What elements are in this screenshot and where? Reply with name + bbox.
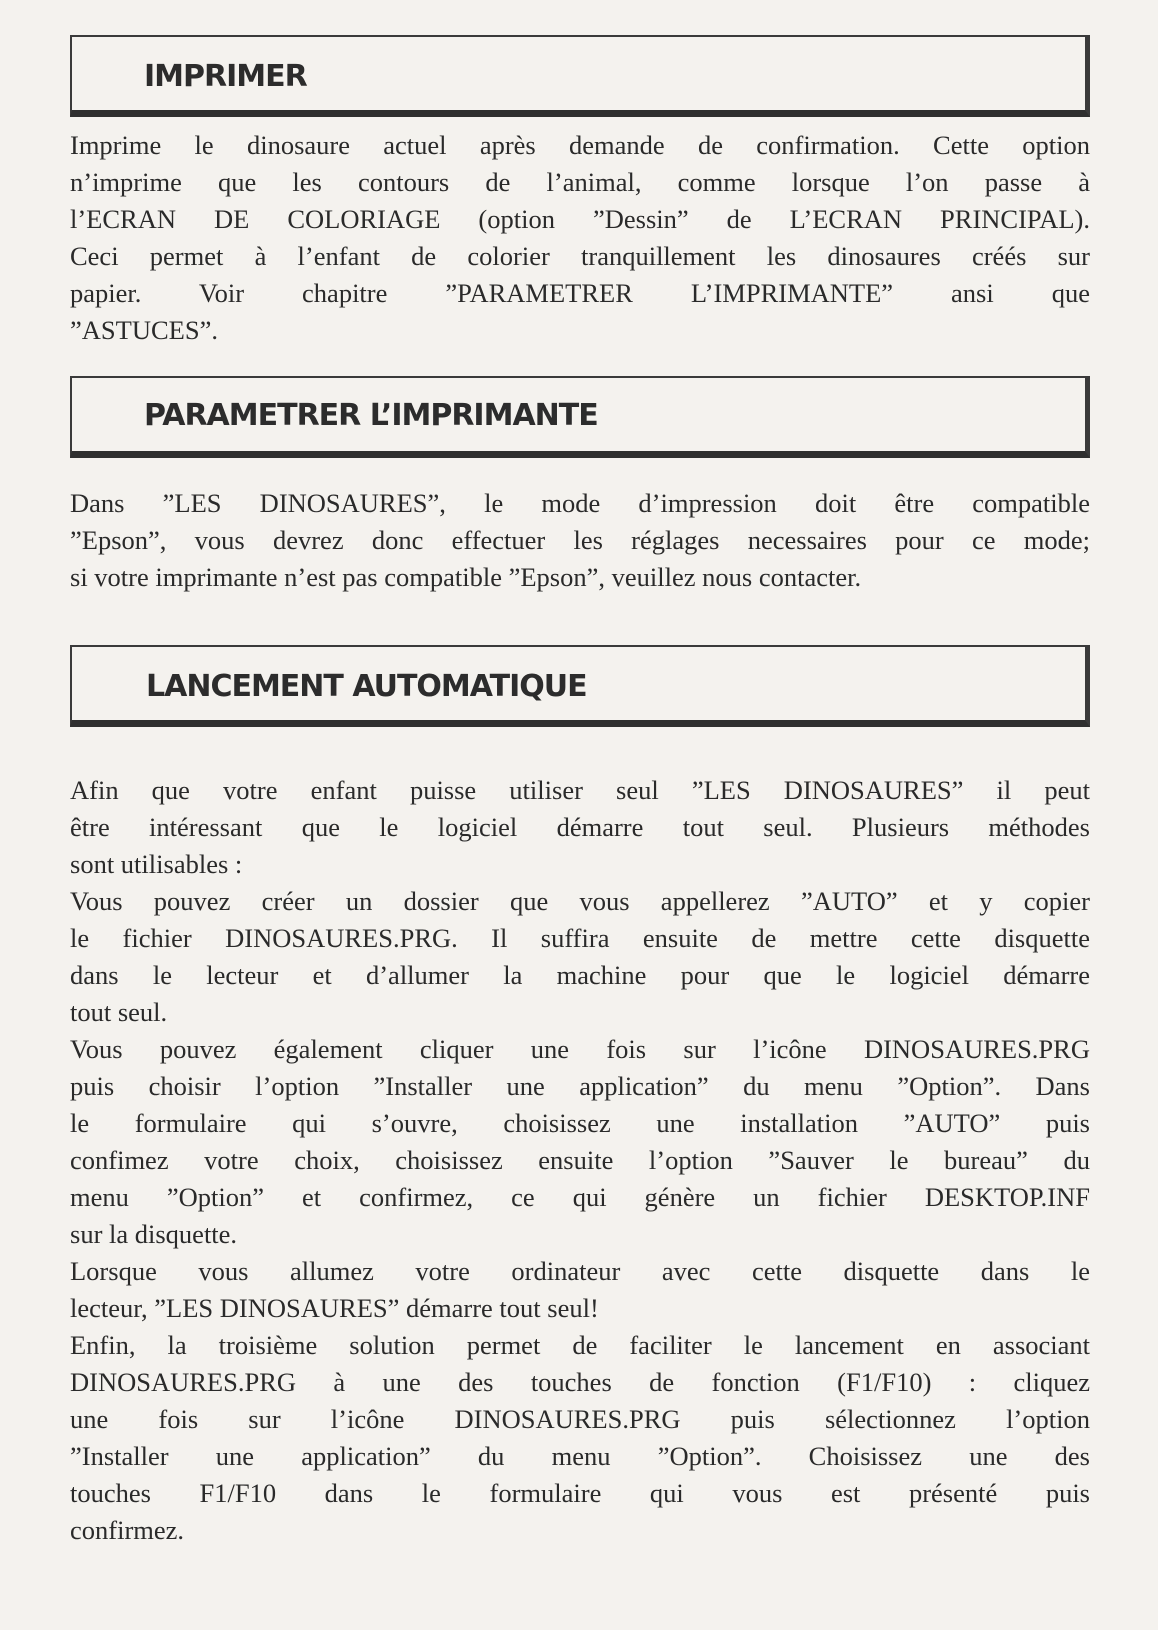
text-line: menu ”Option” et confirmez, ce qui génère un fichier DESKTOP.INF xyxy=(70,1182,1090,1212)
text-line: sur la disquette. xyxy=(70,1219,238,1249)
text-line: Vous pouvez également cliquer une fois sur l’icône DINOSAURES.PRG xyxy=(70,1034,1090,1064)
paragraph-parametrer xyxy=(70,485,1090,596)
text-line: ”Installer une application” du menu ”Option”. Choisissez une des xyxy=(70,1441,1090,1471)
text-line: confirmez. xyxy=(70,1515,185,1545)
text-line: confimez votre choix, choisissez ensuite l’option ”Sauver le bureau” du xyxy=(70,1145,1090,1175)
text-line: être intéressant que le logiciel démarre tout seul. Plusieurs méthodes xyxy=(70,812,1090,842)
text-line: le fichier DINOSAURES.PRG. Il suffira ensuite de mettre cette disquette xyxy=(70,923,1090,953)
text-line: le formulaire qui s’ouvre, choisissez une installation ”AUTO” puis xyxy=(70,1108,1090,1138)
text-line: tout seul. xyxy=(70,997,168,1027)
text-line: sont utilisables : xyxy=(70,849,243,879)
text-line: Ceci permet à l’enfant de colorier tranquillement les dinosaures créés sur xyxy=(70,241,1090,271)
text-line: touches F1/F10 dans le formulaire qui vous est présenté puis xyxy=(70,1478,1090,1508)
text-line: papier. Voir chapitre ”PARAMETRER L’IMPRIMANTE” ansi que xyxy=(70,278,1090,308)
text-line: Vous pouvez créer un dossier que vous appellerez ”AUTO” et y copier xyxy=(70,886,1090,916)
text-line: dans le lecteur et d’allumer la machine pour que le logiciel démarre xyxy=(70,960,1090,990)
text-line: Enfin, la troisième solution permet de faciliter le lancement en associant xyxy=(70,1330,1090,1360)
heading-lancement: LANCEMENT AUTOMATIQUE xyxy=(146,669,587,704)
text-line: ”ASTUCES”. xyxy=(70,315,218,345)
heading-parametrer: PARAMETRER L’IMPRIMANTE xyxy=(144,398,598,433)
text-line: l’ECRAN DE COLORIAGE (option ”Dessin” de L’ECRAN PRINCIPAL). xyxy=(70,204,1090,234)
paragraph-lancement xyxy=(70,772,1090,1549)
heading-imprimer: IMPRIMER xyxy=(144,59,307,94)
heading-box-imprimer xyxy=(70,35,1090,117)
text-line: Lorsque vous allumez votre ordinateur avec cette disquette dans le xyxy=(70,1256,1090,1286)
text-line: Imprime le dinosaure actuel après demande de confirmation. Cette option xyxy=(70,130,1090,160)
text-line: si votre imprimante n’est pas compatible ”Epson”, veuillez nous contacter. xyxy=(70,562,862,592)
paragraph-imprimer xyxy=(70,127,1090,349)
text-line: lecteur, ”LES DINOSAURES” démarre tout seul! xyxy=(70,1293,599,1323)
text-line: puis choisir l’option ”Installer une application” du menu ”Option”. Dans xyxy=(70,1071,1090,1101)
text-line: ”Epson”, vous devrez donc effectuer les réglages necessaires pour ce mode; xyxy=(70,525,1090,555)
text-line: Dans ”LES DINOSAURES”, le mode d’impression doit être compatible xyxy=(70,488,1090,518)
text-line: Afin que votre enfant puisse utiliser seul ”LES DINOSAURES” il peut xyxy=(70,775,1090,805)
text-line: n’imprime que les contours de l’animal, comme lorsque l’on passe à xyxy=(70,167,1090,197)
heading-box-parametrer xyxy=(70,376,1090,458)
heading-box-lancement xyxy=(70,645,1090,727)
text-line: une fois sur l’icône DINOSAURES.PRG puis sélectionnez l’option xyxy=(70,1404,1090,1434)
text-line: DINOSAURES.PRG à une des touches de fonction (F1/F10) : cliquez xyxy=(70,1367,1090,1397)
